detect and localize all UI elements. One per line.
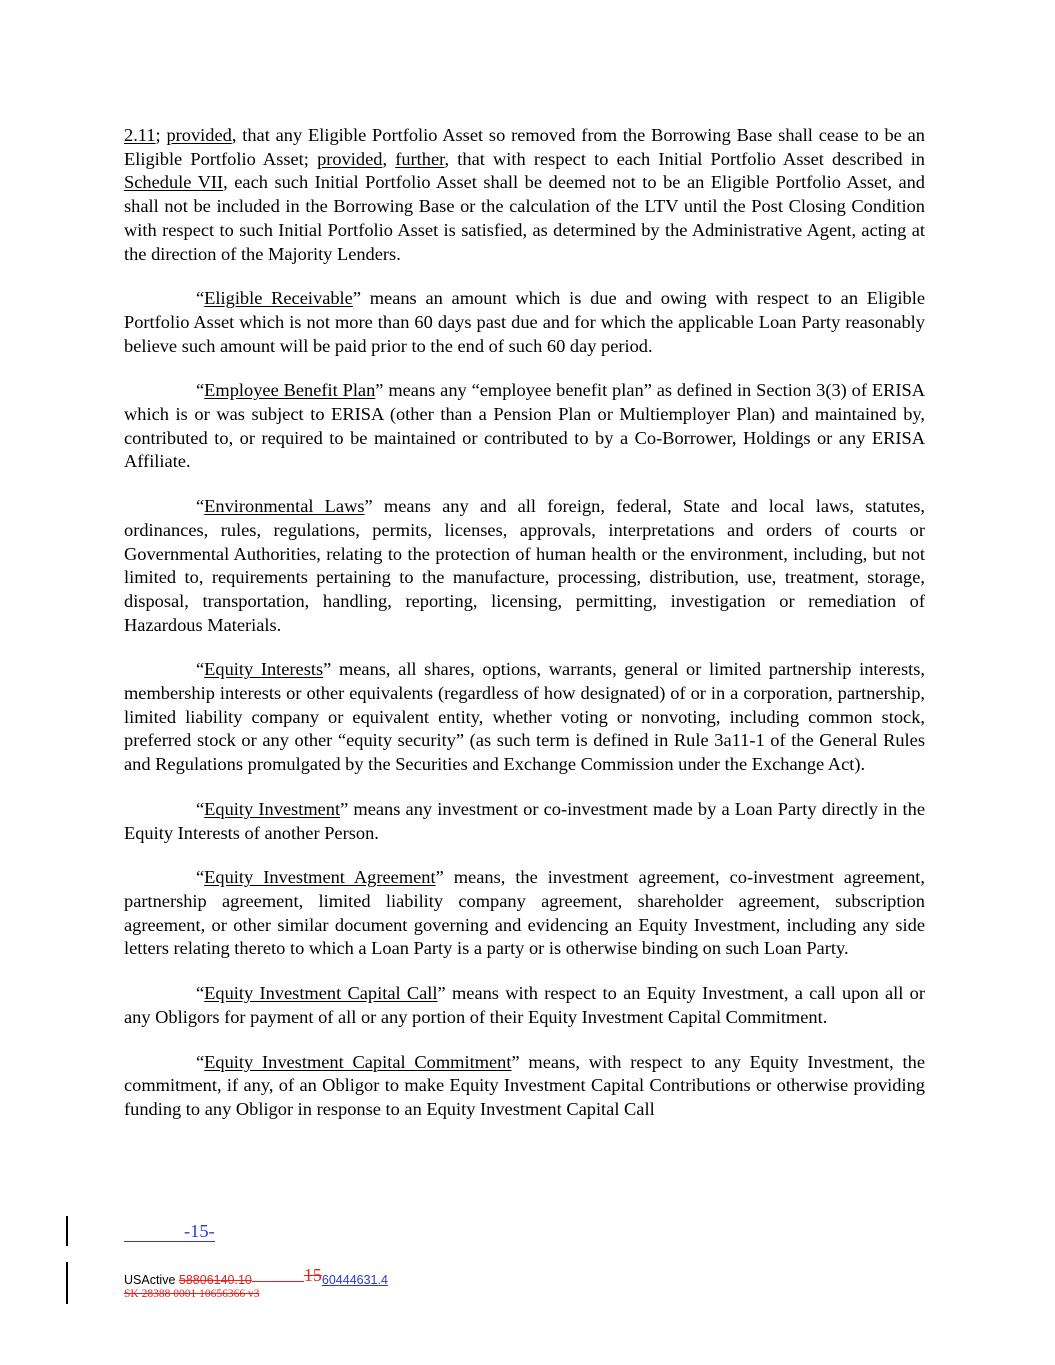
deleted-tab <box>252 1274 304 1282</box>
defined-term: Environmental Laws <box>204 496 365 517</box>
document-body <box>124 124 925 1143</box>
defined-term: Equity Investment <box>204 798 341 819</box>
definition-equity-interests: “Equity Interests” means, all shares, options, warrants, general or limited partnership interests, membership interests or other equivalents (regardless of how designated) of or in a corporation, partnership, limited liability company or equivalent entity, whether voting or nonvoting, including common stock, preferred stock or any other “equity security” (as such term is defined in Rule 3a11-1 of the General Rules and Regulations promulgated by the Securities and Exchange Commission under the Exchange Act). <box>124 659 925 775</box>
deleted-page-number: 15 <box>303 1265 322 1285</box>
deleted-sk-identifier: SK 28388 0001 10656366 v3 <box>124 1288 260 1300</box>
provided-term: provided <box>317 148 383 169</box>
paragraph-borrowing-base-continuation: 2.11; provided, that any Eligible Portfolio Asset so removed from the Borrowing Base shall cease to be an Eligible Portfolio Asset; provided, further, that with respect to each Initial Portfolio Asset described in Schedule VII, each such Initial Portfolio Asset shall be deemed not to be an Eligible Portfolio Asset, and shall not be included in the Borrowing Base or the calculation of the LTV until the Post Closing Condition with respect to such Initial Portfolio Asset is satisfied, as determined by the Administrative Agent, acting at the direction of the Majority Lenders. <box>124 125 925 264</box>
definition-equity-investment: “Equity Investment” means any investment or co-investment made by a Loan Party directly in the Equity Interests of another Person. <box>124 798 925 843</box>
page-number: -15- <box>124 1221 222 1245</box>
change-bar <box>66 1216 68 1246</box>
schedule-reference: Schedule VII <box>124 172 224 193</box>
inserted-tab <box>124 1227 184 1242</box>
definition-eligible-receivable: “Eligible Receivable” means an amount which is due and owing with respect to an Eligible Portfolio Asset which is not more than 60 days past due and for which the applicable Loan Party reasonably believe such amount will be paid prior to the end of such 60 day period. <box>124 288 925 356</box>
deleted-doc-id: 58806140.10 <box>178 1273 252 1287</box>
defined-term: Employee Benefit Plan <box>204 380 376 401</box>
definition-employee-benefit-plan: “Employee Benefit Plan” means any “employee benefit plan” as defined in Section 3(3) of ERISA which is or was subject to ERISA (other than a Pension Plan or Multiemployer Plan) and maintained by, contributed to, or required to be maintained or contributed to by a Co-Borrower, Holdings or any ERISA Affiliate. <box>124 380 925 472</box>
defined-term: Equity Investment Capital Commitment <box>204 1051 512 1072</box>
defined-term: Equity Interests <box>204 659 324 680</box>
change-bar <box>66 1262 68 1304</box>
defined-term: Eligible Receivable <box>204 288 353 309</box>
document-identifier: USActive 58806140.10 1560444631.4 <box>124 1265 388 1287</box>
defined-term: Equity Investment Capital Call <box>204 983 438 1004</box>
provided-term: provided <box>166 125 232 145</box>
definition-equity-investment-agreement: “Equity Investment Agreement” means, the investment agreement, co-investment agreement, partnership agreement, limited liability company agreement, shareholder agreement, subscription agreement, or other similar document governing and evidencing an Equity Investment, including any side letters relating thereto to which a Loan Party is a party or is otherwise binding on such Loan Party. <box>124 867 925 959</box>
further-term: further <box>395 148 445 169</box>
inserted-doc-id: 60444631.4 <box>321 1273 388 1287</box>
section-reference: 2.11 <box>124 125 156 145</box>
definition-equity-investment-capital-call: “Equity Investment Capital Call” means with respect to an Equity Investment, a call upon all or any Obligors for payment of all or any portion of their Equity Investment Capital Commitment. <box>124 983 925 1027</box>
definition-equity-investment-capital-commitment: “Equity Investment Capital Commitment” means, with respect to any Equity Investment, the commitment, if any, of an Obligor to make Equity Investment Capital Contributions or otherwise providing funding to any Obligor in response to an Equity Investment Capital Call <box>124 1051 925 1119</box>
definition-environmental-laws: “Environmental Laws” means any and all foreign, federal, State and local laws, statutes, ordinances, rules, regulations, permits, licenses, approvals, interpretations and orders of courts or Governmental Authorities, relating to the protection of human health or the environment, including, but not limited to, requirements pertaining to the manufacture, processing, distribution, use, treatment, storage, disposal, transportation, handling, reporting, licensing, permitting, investigation or remediation of Hazardous Materials. <box>124 496 925 635</box>
defined-term: Equity Investment Agreement <box>204 867 436 888</box>
